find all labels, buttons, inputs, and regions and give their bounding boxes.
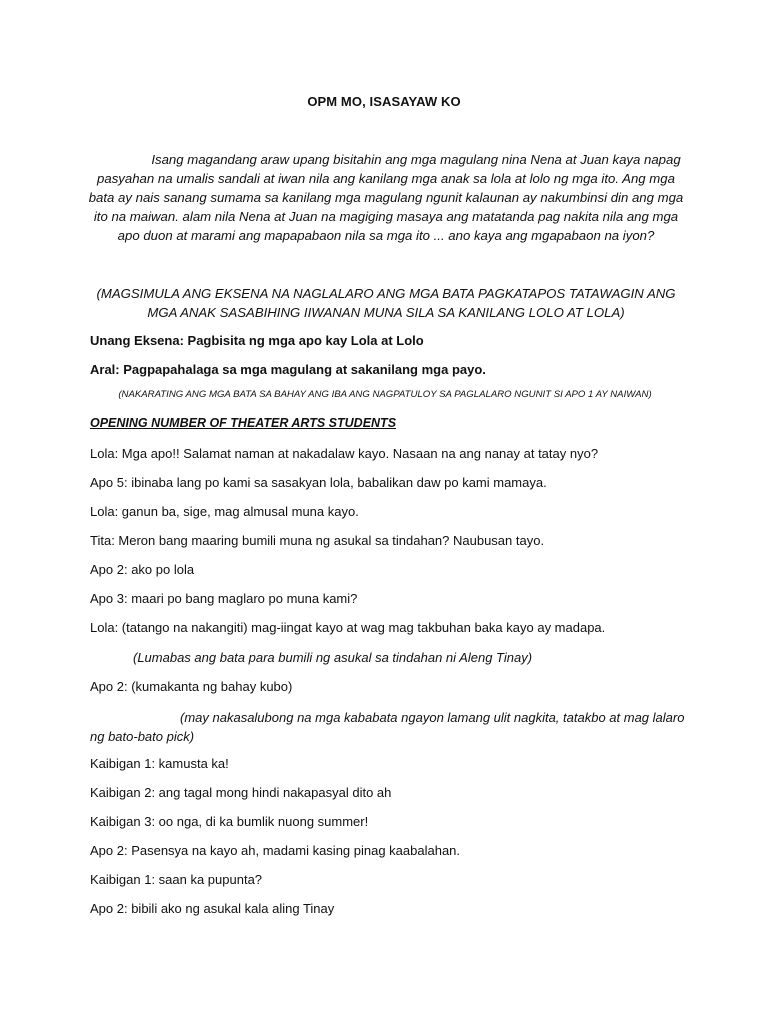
document-title: OPM MO, ISASAYAW KO — [307, 94, 461, 109]
scene-direction: (MAGSIMULA ANG EKSENA NA NAGLALARO ANG MGA BATA PAGKATAPOS TATAWAGIN ANG MGA ANAK SASABIHING IIWANAN MUNA SILA SA KANILANG LOLO AT LOLA) — [96, 286, 676, 320]
stage-direction-text: (may nakasalubong na mga kababata ngayon lamang ulit nagkita, tatakbo at mag lalaro ng bato-bato pick) — [90, 710, 685, 744]
dialogue-line: Lola: ganun ba, sige, mag almusal muna kayo. — [90, 504, 359, 519]
arrival-note: (NAKARATING ANG MGA BATA SA BAHAY ANG IBA ANG NAGPATULOY SA PAGLALARO NGUNIT SI APO 1 AY NAIWAN) — [118, 389, 652, 400]
dialogue-line: Kaibigan 3: oo nga, di ka bumlik nuong summer! — [90, 814, 369, 829]
dialogue-line: Apo 2: Pasensya na kayo ah, madami kasing pinag kaabalahan. — [90, 843, 461, 858]
lesson-heading: Aral: Pagpapahalaga sa mga magulang at sakanilang mga payo. — [90, 362, 486, 377]
dialogue-line: Tita: Meron bang maaring bumili muna ng asukal sa tindahan? Naubusan tayo. — [90, 533, 545, 548]
intro-paragraph — [86, 150, 686, 245]
dialogue-line: Apo 3: maari po bang maglaro po muna kami? — [90, 591, 358, 606]
dialogue-line: Kaibigan 2: ang tagal mong hindi nakapasyal dito ah — [90, 785, 392, 800]
stage-direction: (Lumabas ang bata para bumili ng asukal sa tindahan ni Aleng Tinay) — [133, 650, 533, 665]
dialogue-line: Apo 2: ako po lola — [90, 562, 195, 577]
scene-heading: Unang Eksena: Pagbisita ng mga apo kay Lola at Lolo — [90, 333, 424, 348]
stage-direction — [90, 708, 690, 746]
dialogue-line: Kaibigan 1: saan ka pupunta? — [90, 872, 263, 887]
dialogue-line: Lola: (tatango na nakangiti) mag-iingat kayo at wag mag takbuhan baka kayo ay madapa. — [90, 620, 606, 635]
opening-number: OPENING NUMBER OF THEATER ARTS STUDENTS — [90, 416, 397, 430]
dialogue-line: Apo 2: bibili ako ng asukal kala aling Tinay — [90, 901, 335, 916]
intro-text: Isang magandang araw upang bisitahin ang mga magulang nina Nena at Juan kaya napag pasyahan na umalis sandali at iwan nila ang kanilang mga anak sa lola at lolo ng mga ito. Ang mga bata ay nais sanang sumama sa kanilang mga magulang ngunit kalaunan ay nakumbinsi din ang mga ito na maiwan. alam nila Nena at Juan na magiging masaya ang matatanda pag nakita nila ang mga apo duon at marami ang mapapabaon nila sa mga ito ... ano kaya ang mgapabaon na iyon? — [88, 152, 684, 243]
dialogue-line: Kaibigan 1: kamusta ka! — [90, 756, 229, 771]
dialogue-line: Lola: Mga apo!! Salamat naman at nakadalaw kayo. Nasaan na ang nanay at tatay nyo? — [90, 446, 599, 461]
dialogue-line: Apo 2: (kumakanta ng bahay kubo) — [90, 679, 293, 694]
dialogue-line: Apo 5: ibinaba lang po kami sa sasakyan lola, babalikan daw po kami mamaya. — [90, 475, 547, 490]
